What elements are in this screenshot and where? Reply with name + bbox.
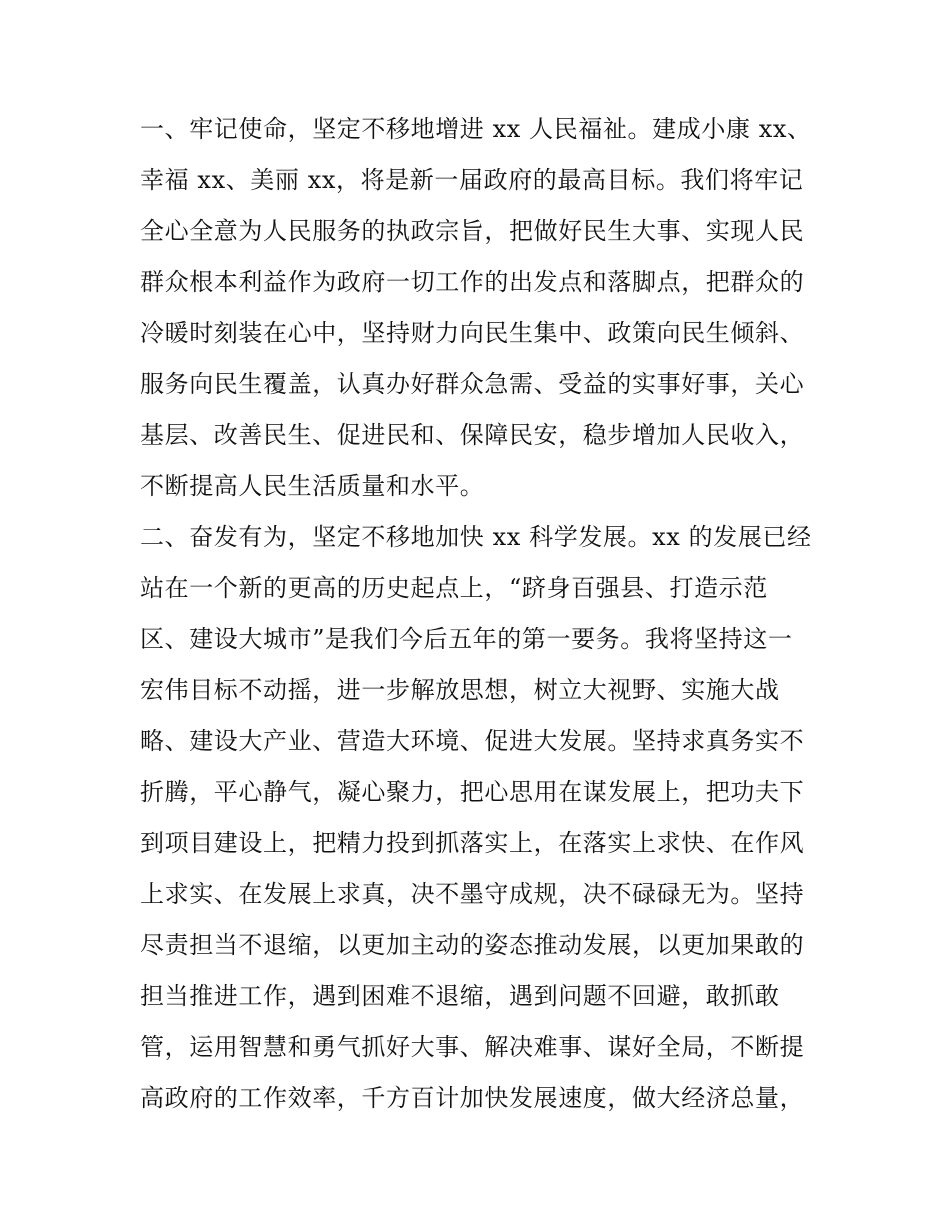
text-line: 全心全意为人民服务的执政宗旨，把做好民生大事、实现人民 — [140, 217, 805, 245]
text-line: 幸福 xx、美丽 xx，将是新一届政府的最高目标。我们将牢记 — [140, 166, 804, 194]
text-line: 站在一个新的更高的历史起点上，“跻身百强县、打造示范 — [140, 574, 768, 602]
text-line: 区、建设大城市”是我们今后五年的第一要务。我将坚持这一 — [140, 625, 793, 653]
text-line: 到项目建设上，把精力投到抓落实上，在落实上求快、在作风 — [140, 829, 805, 857]
text-line: 上求实、在发展上求真，决不墨守成规，决不碌碌无为。坚持 — [140, 880, 805, 908]
text-line: 群众根本利益作为政府一切工作的出发点和落脚点，把群众的 — [140, 268, 805, 296]
text-line: 基层、改善民生、促进民和、保障民安，稳步增加人民收入， — [140, 421, 805, 449]
text-line: 服务向民生覆盖，认真办好群众急需、受益的实事好事，关心 — [140, 370, 805, 398]
text-line: 不断提高人民生活质量和水平。 — [140, 472, 485, 500]
text-line: 一、牢记使命，坚定不移地增进 xx 人民福祉。建成小康 xx、 — [140, 115, 812, 143]
text-line: 管，运用智慧和勇气抓好大事、解决难事、谋好全局，不断提 — [140, 1033, 805, 1061]
text-line: 冷暖时刻装在心中，坚持财力向民生集中、政策向民生倾斜、 — [140, 319, 805, 347]
text-line: 二、奋发有为，坚定不移地加快 xx 科学发展。xx 的发展已经 — [140, 523, 812, 551]
text-line: 担当推进工作，遇到困难不退缩，遇到问题不回避，敢抓敢 — [140, 982, 780, 1010]
text-line: 略、建设大产业、营造大环境、促进大发展。坚持求真务实不 — [140, 727, 805, 755]
text-line: 折腾，平心静气，凝心聚力，把心思用在谋发展上，把功夫下 — [140, 778, 805, 806]
text-line: 高政府的工作效率，千方百计加快发展速度，做大经济总量， — [140, 1084, 805, 1112]
document-body-text — [140, 104, 820, 1124]
text-line: 宏伟目标不动摇，进一步解放思想，树立大视野、实施大战 — [140, 676, 780, 704]
text-line: 尽责担当不退缩，以更加主动的姿态推动发展，以更加果敢的 — [140, 931, 805, 959]
